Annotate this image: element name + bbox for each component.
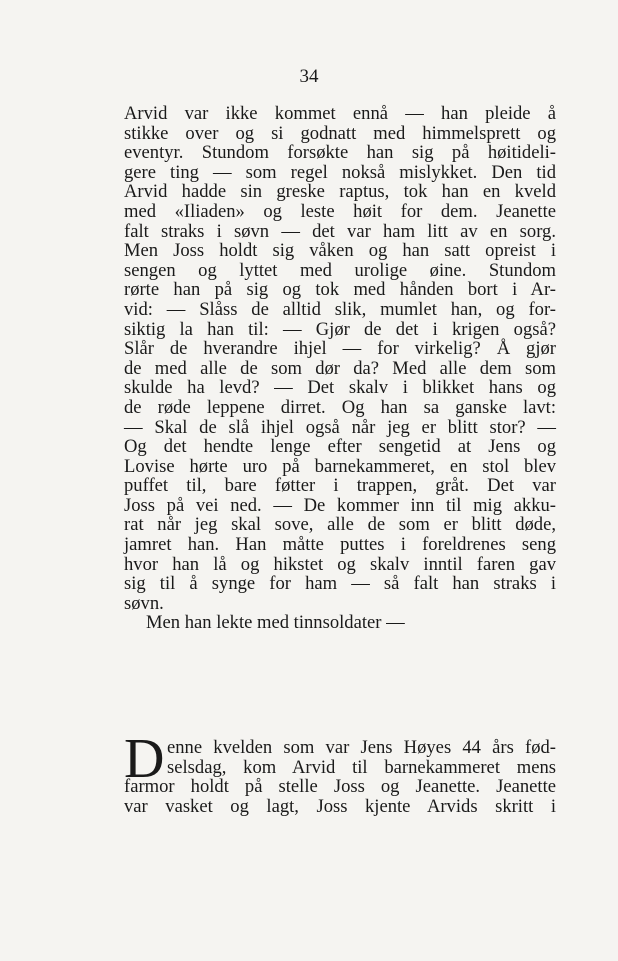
text-line: selsdag, kom Arvid til barnekammeret mens (167, 756, 556, 778)
text-line: — Skal de slå ihjel også når jeg er blitt stor? — (124, 416, 556, 438)
text-line: Arvid hadde sin greske raptus, tok han en kveld (124, 181, 556, 203)
text-line: sengen og lyttet med urolige øine. Stundom (124, 259, 556, 281)
text-line: eventyr. Stundom forsøkte han sig på høitideli- (124, 142, 556, 164)
text-line: gere ting — som regel nokså mislykket. Den tid (124, 161, 556, 183)
text-line: de med alle de som dør da? Med alle dem som (124, 357, 556, 379)
text-line: enne kvelden som var Jens Høyes 44 års fød- (167, 737, 556, 758)
text-line: farmor holdt på stelle Joss og Jeanette. Jeanette (124, 776, 556, 798)
text-line: Arvid var ikke kommet ennå — han pleide å (124, 103, 556, 124)
text-line: Lovise hørte uro på barnekammeret, en stol blev (124, 455, 556, 477)
text-line: skulde ha levd? — Det skalv i blikket hans og (124, 377, 556, 399)
text-line: hvor han lå og hikstet og skalv inntil faren gav (124, 553, 556, 575)
text-line: søvn. (124, 592, 164, 614)
text-line: sig til å synge for ham — så falt han straks i (124, 573, 556, 595)
text-line: stikke over og si godnatt med himmelsprett og (124, 122, 556, 144)
text-line: jamret han. Han måtte puttes i foreldrenes seng (124, 534, 556, 556)
paragraph-last-line: Men han lekte med tinnsoldater — (146, 612, 405, 634)
section-1-text (124, 104, 556, 633)
text-line: var vasket og lagt, Joss kjente Arvids skritt i (124, 795, 556, 817)
text-line: siktig la han til: — Gjør de det i krigen også? (124, 318, 556, 340)
text-line: de røde leppene dirret. Og han sa ganske lavt: (124, 396, 556, 418)
text-line: rat når jeg skal sove, alle de som er blitt døde, (124, 514, 556, 536)
text-line: puffet til, bare føtter i trappen, gråt. Det var (124, 475, 556, 497)
text-line: Og det hendte lenge efter sengetid at Jens og (124, 436, 556, 458)
drop-cap: D (124, 728, 165, 790)
text-line: vid: — Slåss de alltid slik, mumlet han, og for- (124, 298, 556, 320)
section-2-text (124, 728, 556, 817)
page-number: 34 (299, 66, 319, 87)
text-line: falt straks i søvn — det var ham litt av en sorg. (124, 220, 556, 242)
text-line: med «Iliaden» og leste høit for dem. Jeanette (124, 200, 556, 222)
text-line: Slår de hverandre ihjel — for virkelig? Å gjør (124, 338, 556, 360)
text-line: rørte han på sig og tok med hånden bort i Ar- (124, 279, 556, 301)
text-line: Joss på vei ned. — De kommer inn til mig akku- (124, 494, 556, 516)
text-line: Men Joss holdt sig våken og han satt opreist i (124, 240, 556, 262)
